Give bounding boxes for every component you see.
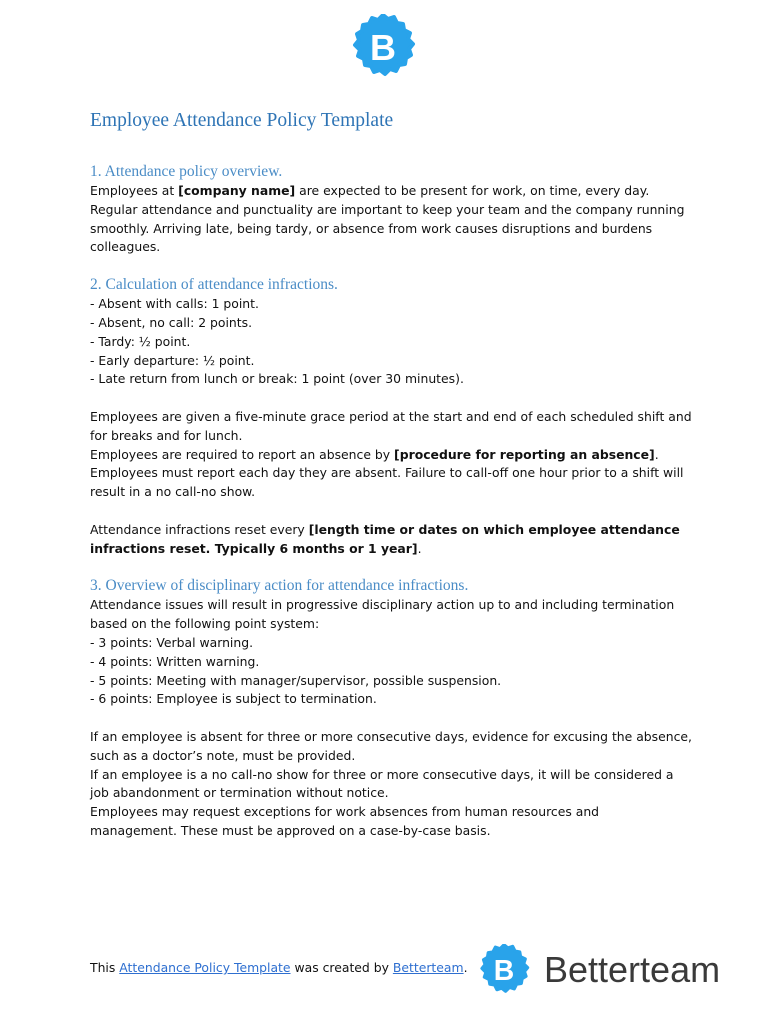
- list-item: - Absent with calls: 1 point.: [90, 296, 259, 312]
- paragraph-line: Employees are required to report an absence by [procedure for reporting an absence].: [90, 446, 659, 462]
- paragraph-line: such as a doctor’s note, must be provided.: [90, 747, 356, 763]
- betterteam-link[interactable]: Betterteam: [392, 960, 464, 975]
- paragraph-line: infractions reset. Typically 6 months or 1 year].: [90, 540, 422, 556]
- list-item: - Late return from lunch or break: 1 point (over 30 minutes).: [90, 371, 464, 387]
- betterteam-logo-icon: [478, 944, 530, 996]
- paragraph-line: If an employee is a no call-no show for three or more consecutive days, it will be considered a: [90, 766, 674, 782]
- paragraph-line: smoothly. Arriving late, being tardy, or absence from work causes disruptions and burdens: [90, 220, 653, 236]
- list-item: - Tardy: ½ point.: [90, 333, 191, 349]
- paragraph-line: based on the following point system:: [90, 616, 320, 632]
- list-item: - Absent, no call: 2 points.: [90, 314, 253, 330]
- document-title: Employee Attendance Policy Template: [90, 110, 394, 131]
- list-item: - 6 points: Employee is subject to termination.: [90, 691, 377, 707]
- paragraph-line: result in a no call-no show.: [90, 484, 256, 500]
- placeholder-absence-procedure: [procedure for reporting an absence]: [394, 446, 655, 462]
- list-item: - 3 points: Verbal warning.: [90, 634, 254, 650]
- paragraph-line: Regular attendance and punctuality are important to keep your team and the company running: [90, 201, 685, 217]
- attendance-policy-template-link[interactable]: Attendance Policy Template: [119, 960, 291, 975]
- list-item: - 5 points: Meeting with manager/supervisor, possible suspension.: [90, 672, 502, 688]
- paragraph-line: colleagues.: [90, 239, 161, 255]
- section-3-heading: 3. Overview of disciplinary action for attendance infractions.: [90, 577, 469, 595]
- brand-wordmark: Betterteam: [544, 949, 721, 990]
- paragraph-line: management. These must be approved on a case-by-case basis.: [90, 822, 491, 838]
- paragraph-line: Attendance infractions reset every [length time or dates on which employee attendance: [90, 521, 680, 537]
- betterteam-logo-icon: [350, 14, 416, 80]
- paragraph-line: If an employee is absent for three or more consecutive days, evidence for excusing the absence,: [90, 728, 692, 744]
- betterteam-brand-logo: [478, 942, 738, 998]
- placeholder-reset-period: infractions reset. Typically 6 months or 1 year]: [90, 540, 418, 556]
- list-item: - Early departure: ½ point.: [90, 352, 255, 368]
- paragraph-line: Employees may request exceptions for work absences from human resources and: [90, 804, 600, 820]
- section-2-heading: 2. Calculation of attendance infractions.: [90, 276, 338, 294]
- footer-credit: This Attendance Policy Template was created by Betterteam.: [90, 960, 468, 975]
- svg-text:B: B: [370, 27, 396, 68]
- placeholder-company-name: [company name]: [178, 183, 296, 198]
- paragraph-line: Employees are given a five-minute grace period at the start and end of each scheduled shift and: [90, 408, 692, 424]
- paragraph-line: Employees at [company name] are expected to be present for work, on time, every day.: [90, 183, 650, 198]
- section-1-heading: 1. Attendance policy overview.: [90, 163, 283, 180]
- paragraph-line: job abandonment or termination without notice.: [90, 785, 389, 801]
- document-body: [90, 108, 690, 841]
- paragraph-line: Employees must report each day they are absent. Failure to call-off one hour prior to a shift will: [90, 465, 684, 481]
- paragraph-line: for breaks and for lunch.: [90, 427, 243, 443]
- svg-text:B: B: [493, 955, 515, 988]
- list-item: - 4 points: Written warning.: [90, 653, 260, 669]
- paragraph-line: Attendance issues will result in progressive disciplinary action up to and including termination: [90, 597, 675, 613]
- placeholder-reset-period: [length time or dates on which employee attendance: [308, 521, 680, 537]
